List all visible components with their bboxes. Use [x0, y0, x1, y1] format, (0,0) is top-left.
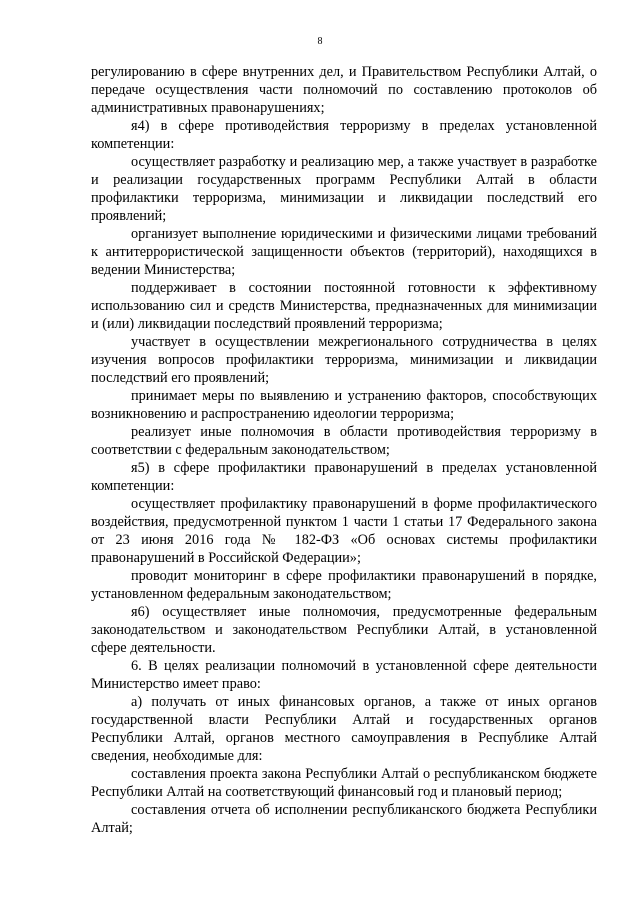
- paragraph: составления отчета об исполнении республиканского бюджета Республики Алтай;: [91, 802, 597, 836]
- paragraph: регулированию в сфере внутренних дел, и Правительством Республики Алтай, о передаче осуществления части полномочий по составлению протоколов об административных правонарушениях;: [91, 64, 597, 116]
- paragraph: 6. В целях реализации полномочий в установленной сфере деятельности Министерство имеет право:: [91, 658, 597, 692]
- paragraph: поддерживает в состоянии постоянной готовности к эффективному использованию сил и средств Министерства, предназначенных для минимизации и (или) ликвидации последствий проявлений терроризма;: [91, 280, 597, 332]
- paragraph: а) получать от иных финансовых органов, а также от иных органов государственной власти Республики Алтай и государственных органов Республики Алтай, органов местного самоуправления в Республике Алтай сведения, необходимые для:: [91, 694, 597, 764]
- paragraph: я4) в сфере противодействия терроризму в пределах установленной компетенции:: [91, 118, 597, 152]
- page-number: 8: [317, 36, 323, 47]
- paragraph: принимает меры по выявлению и устранению факторов, способствующих возникновению и распространению идеологии терроризма;: [91, 388, 597, 422]
- paragraph: проводит мониторинг в сфере профилактики правонарушений в порядке, установленном федеральным законодательством;: [91, 568, 597, 602]
- paragraph: осуществляет профилактику правонарушений в форме профилактического воздействия, предусмотренной пунктом 1 части 1 статьи 17 Федерального закона от 23 июня 2016 года № 182-ФЗ «Об основах системы профилактики правонарушений в Российской Федерации»;: [91, 496, 597, 566]
- paragraph: участвует в осуществлении межрегионального сотрудничества в целях изучения вопросов профилактики терроризма, минимизации и ликвидации последствий его проявлений;: [91, 334, 597, 386]
- paragraph: реализует иные полномочия в области противодействия терроризму в соответствии с федеральным законодательством;: [91, 424, 597, 458]
- paragraph: я6) осуществляет иные полномочия, предусмотренные федеральным законодательством и законодательством Республики Алтай, в установленной сфере деятельности.: [91, 604, 597, 656]
- paragraph: я5) в сфере профилактики правонарушений в пределах установленной компетенции:: [91, 460, 597, 494]
- paragraph: составления проекта закона Республики Алтай о республиканском бюджете Республики Алтай на соответствующий финансовый год и плановый период;: [91, 766, 597, 800]
- paragraph: организует выполнение юридическими и физическими лицами требований к антитеррористической защищенности объектов (территорий), находящихся в ведении Министерства;: [91, 226, 597, 278]
- paragraph: осуществляет разработку и реализацию мер, а также участвует в разработке и реализации государственных программ Республики Алтай в области профилактики терроризма, минимизации и ликвидации последствий его проявлений;: [91, 154, 597, 224]
- document-body: [91, 63, 597, 837]
